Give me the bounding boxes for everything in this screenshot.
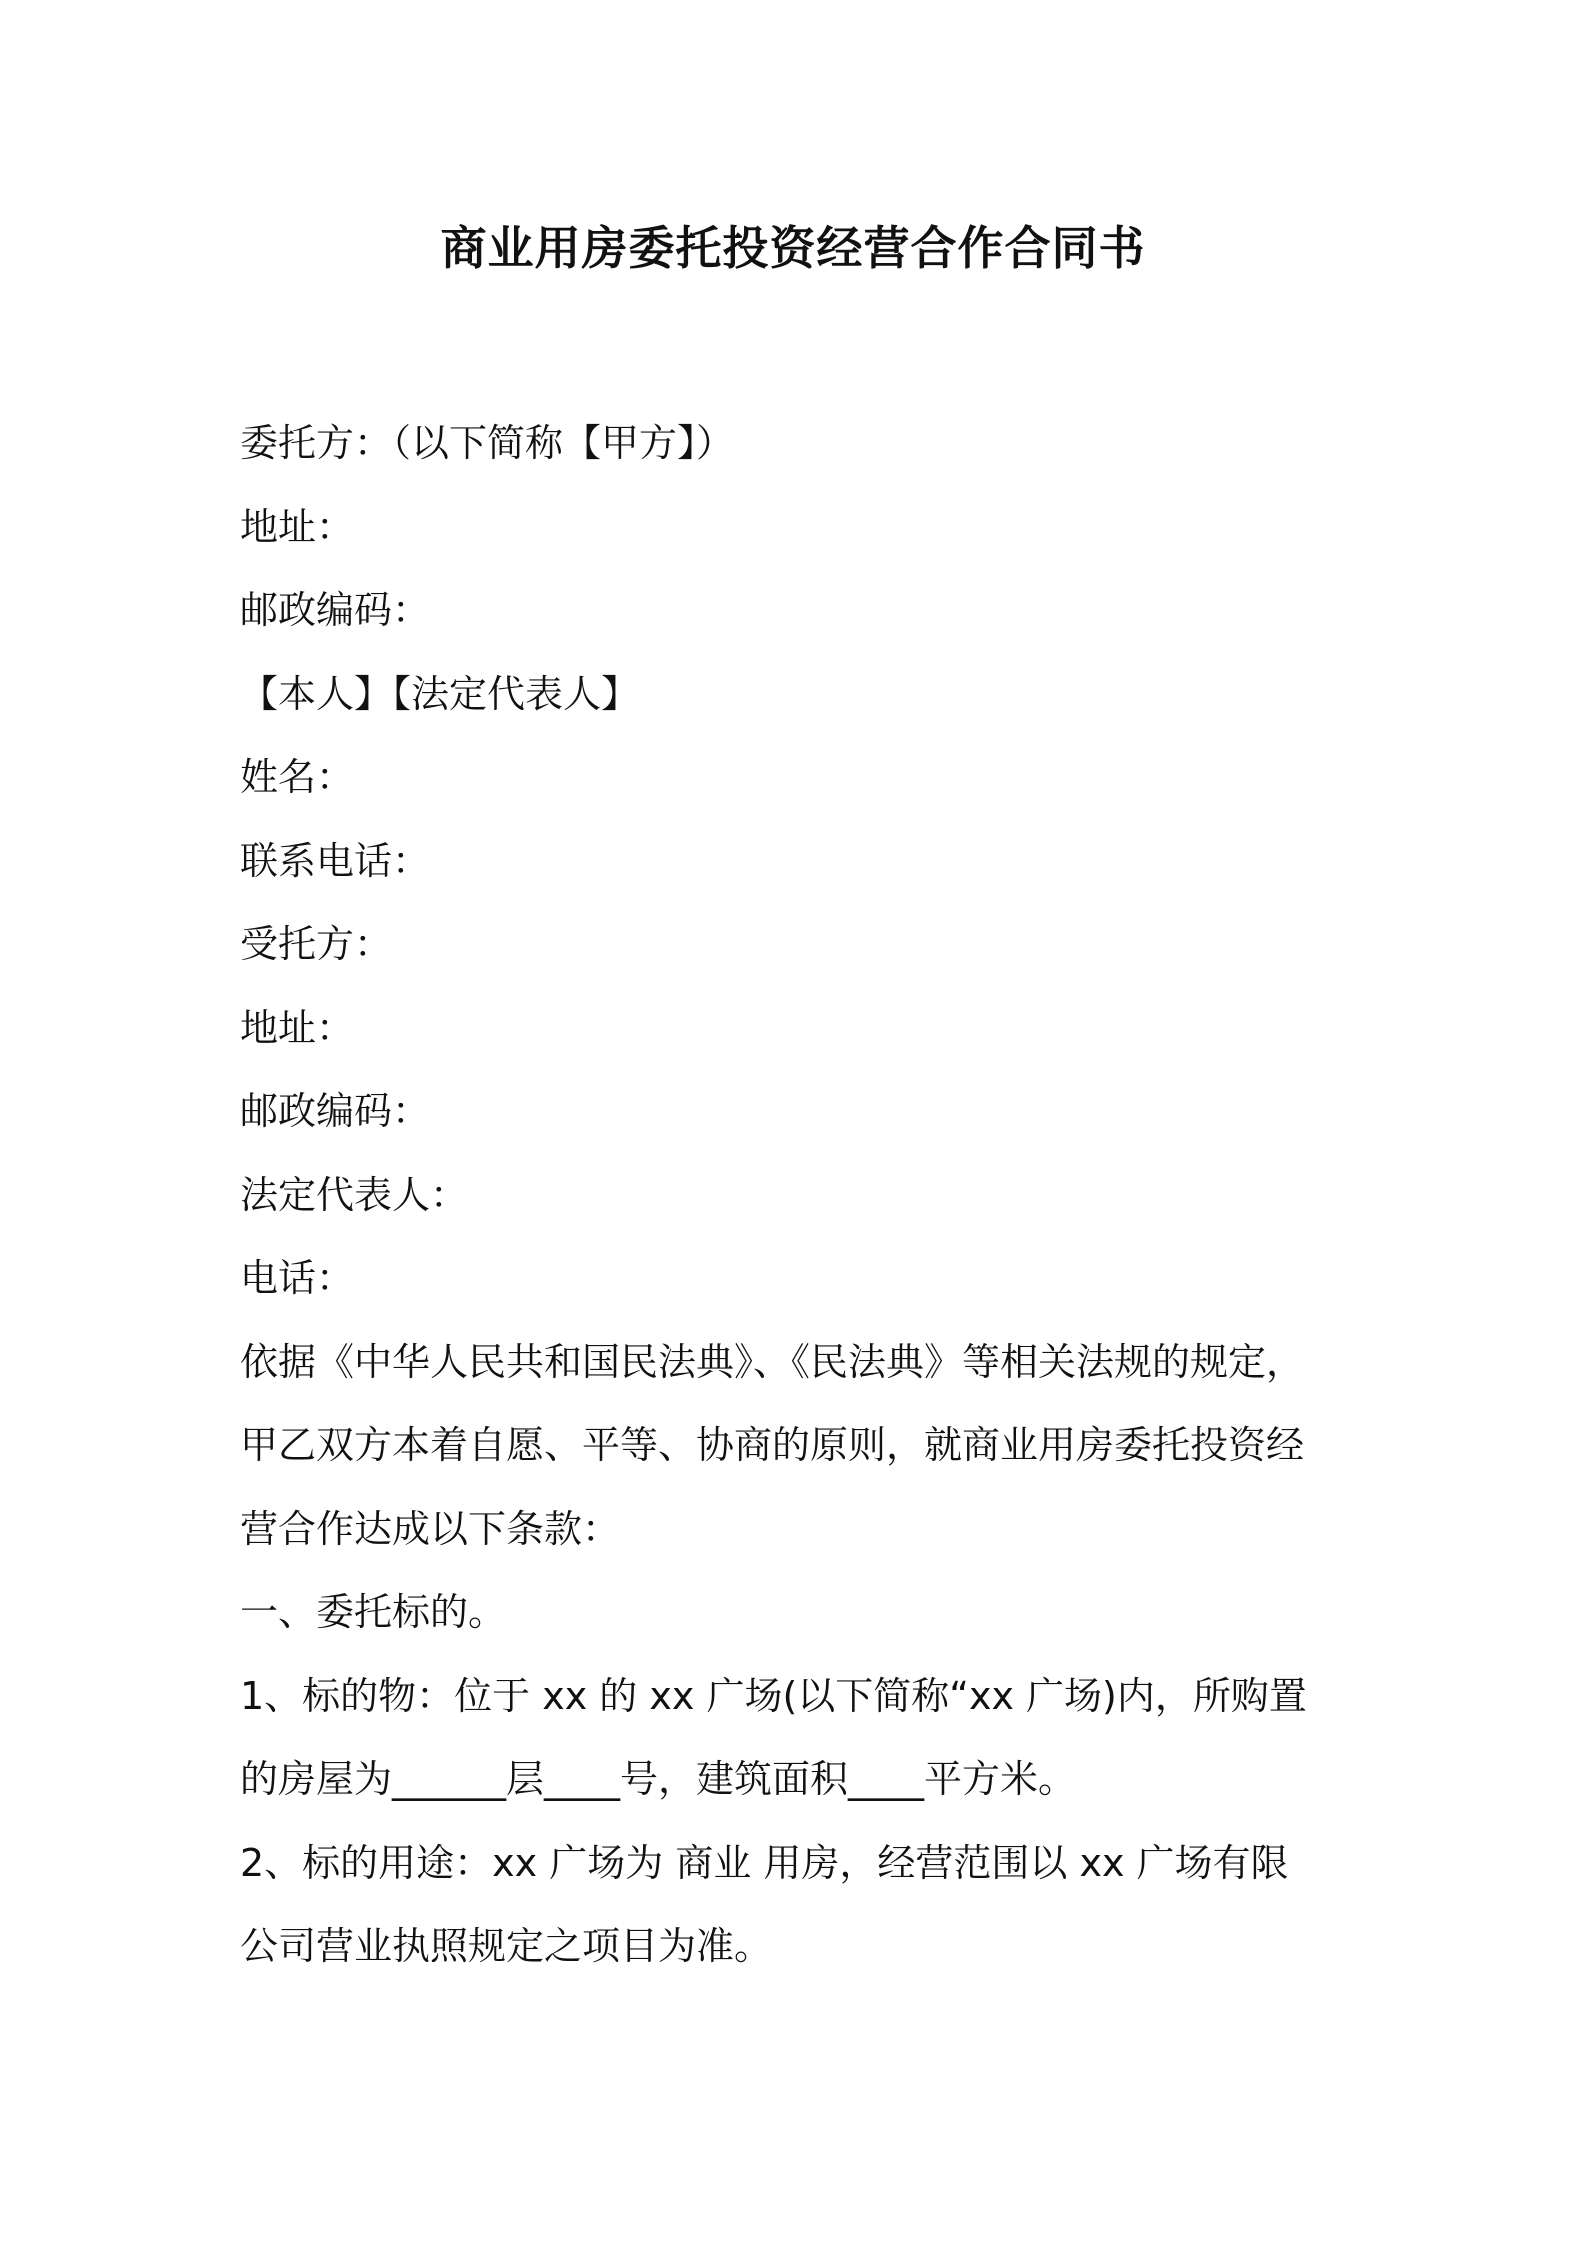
party-b-label: 受托方： bbox=[240, 922, 393, 966]
clause-2-paragraph bbox=[240, 1822, 1360, 1989]
section-one-heading: 一、委托标的。 bbox=[240, 1590, 507, 1634]
party-b-postcode: 邮政编码： bbox=[240, 1089, 431, 1133]
preamble-line: 甲乙双方本着自愿、平等、协商的原则，就商业用房委托投资经 bbox=[240, 1423, 1305, 1467]
clause-2-line: 公司营业执照规定之项目为准。 bbox=[240, 1924, 773, 1968]
clause-2-line: 2、标的用途：xx 广场为 商业 用房，经营范围以 xx 广场有限 bbox=[240, 1840, 1289, 1885]
clause-1-line: 1、标的物：位于 xx 的 xx 广场(以下简称“xx 广场)内，所购置 bbox=[240, 1673, 1307, 1718]
party-a-representative: 【本人】【法定代表人】 bbox=[240, 671, 640, 716]
preamble-paragraph bbox=[240, 1321, 1360, 1572]
party-a-label: 委托方：（以下简称【甲方】） bbox=[240, 421, 735, 465]
party-a-address: 地址： bbox=[240, 504, 355, 549]
section-heading bbox=[240, 1571, 1360, 1655]
party-a-phone: 联系电话： bbox=[240, 838, 431, 883]
clause-1-line: 的房屋为______层____号，建筑面积____平方米。 bbox=[240, 1757, 1077, 1801]
party-b-phone: 电话： bbox=[240, 1256, 355, 1300]
document-title: 商业用房委托投资经营合作合同书 bbox=[440, 221, 1146, 275]
clause-1-paragraph bbox=[240, 1655, 1360, 1822]
party-b-legal-representative: 法定代表人： bbox=[240, 1172, 469, 1217]
preamble-line: 依据《中华人民共和国民法典》、《民法典》等相关法规的规定， bbox=[240, 1339, 1305, 1384]
party-a-name: 姓名： bbox=[240, 755, 355, 799]
party-a-postcode: 邮政编码： bbox=[240, 588, 431, 632]
party-b-address: 地址： bbox=[240, 1005, 355, 1050]
document-body bbox=[240, 402, 1360, 1989]
preamble-line: 营合作达成以下条款： bbox=[240, 1506, 621, 1551]
